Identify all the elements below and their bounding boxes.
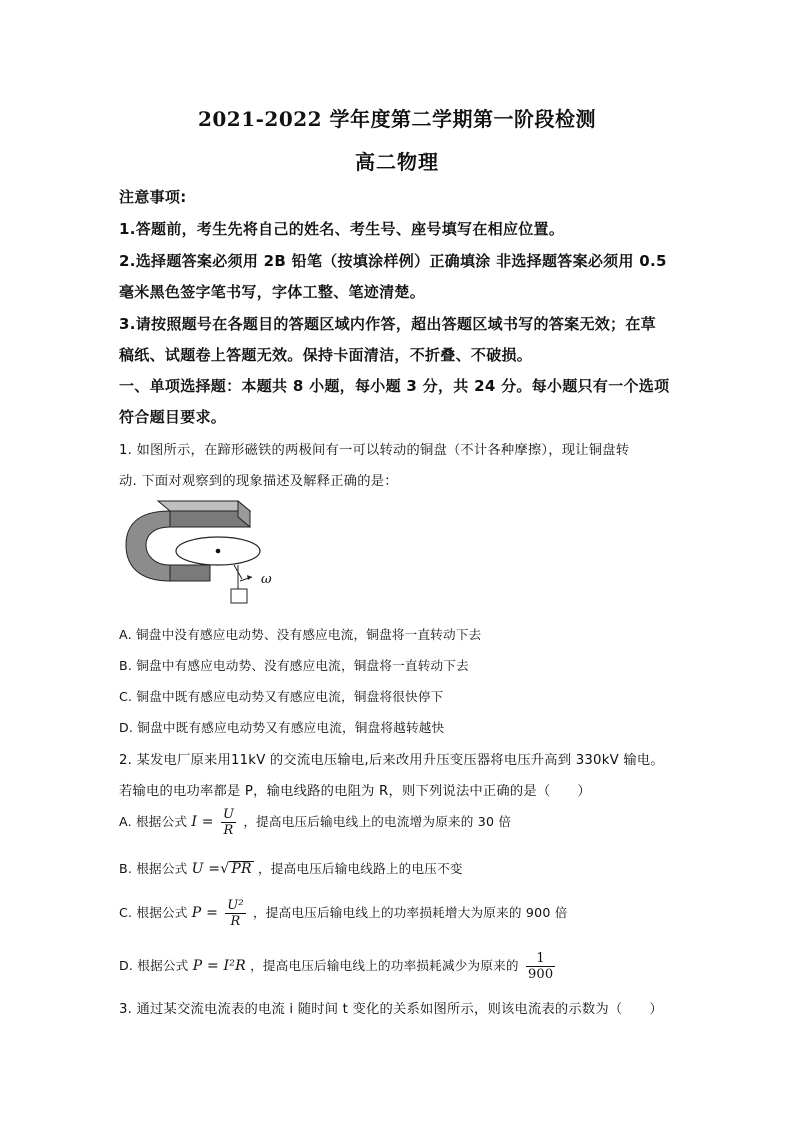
exam-title: 2021-2022 学年度第二学期第一阶段检测 — [197, 107, 597, 131]
notes-heading: 注意事项: — [119, 188, 187, 206]
q2-option-c-prefix: C. 根据公式 — [119, 905, 188, 920]
q1-option-a: A. 铜盘中没有感应电动势、没有感应电流，铜盘将一直转动下去 — [119, 627, 482, 642]
q2-stem-line-1: 2. 某发电厂原来用11kV 的交流电压输电,后来改用升压变压器将电压升高到 330kV 输电。 — [119, 753, 664, 768]
q2-option-d — [119, 951, 558, 982]
q2-option-d-formula: P = I²R — [192, 958, 246, 974]
q1-option-b: B. 铜盘中有感应电动势、没有感应电流，铜盘将一直转动下去 — [119, 658, 469, 673]
q2-option-a-fraction — [221, 807, 236, 838]
q2-option-b: B. 根据公式 U =√ PR ，提高电压后输电线路上的电压不变 — [119, 861, 463, 877]
q2-option-c — [119, 898, 568, 929]
q2-option-a-denominator: R — [223, 823, 234, 838]
q1-option-c: C. 铜盘中既有感应电动势又有感应电流，铜盘将很快停下 — [119, 689, 444, 704]
q2-option-d-denominator: 900 — [527, 967, 554, 982]
notes-item-3-line-1: 3.请按照题号在各题目的答题区域内作答，超出答题区域书写的答案无效；在草 — [119, 315, 656, 333]
q2-stem-line-2: 若输电的电功率都是 P，输电线路的电阻为 R，则下列说法中正确的是（ ） — [119, 784, 591, 799]
q2-option-b-formula-lhs: U = — [191, 861, 221, 877]
q2-option-d-prefix: D. 根据公式 — [119, 958, 189, 973]
disc-axle-dot — [216, 549, 221, 554]
notes-item-3-line-2: 稿纸、试题卷上答题无效。保持卡面清洁，不折叠、不破损。 — [119, 346, 533, 364]
omega-label: ω — [261, 572, 272, 587]
q2-option-b-root: PR — [231, 861, 252, 877]
q2-option-d-fraction — [526, 951, 555, 982]
q2-option-a-suffix: ，提高电压后输电线上的电流增为原来的 30 倍 — [243, 814, 512, 829]
section-1-heading-line-2: 符合题目要求。 — [119, 408, 227, 426]
q1-option-d: D. 铜盘中既有感应电动势又有感应电流，铜盘将越转越快 — [119, 720, 445, 735]
q2-option-a-prefix: A. 根据公式 — [119, 814, 188, 829]
q2-option-c-fraction — [225, 898, 246, 929]
q2-option-a-numerator: U — [222, 807, 235, 822]
q2-option-b-prefix: B. 根据公式 — [119, 861, 188, 876]
q2-option-c-numerator: U² — [227, 898, 244, 913]
q2-option-d-numerator: 1 — [526, 951, 555, 967]
q2-option-b-suffix: ，提高电压后输电线路上的电压不变 — [257, 861, 463, 876]
q3-stem-line-1: 3. 通过某交流电流表的电流 i 随时间 t 变化的关系如图所示，则该电流表的示数为（ ） — [119, 1002, 663, 1017]
q2-option-d-suffix: ，提高电压后输电线上的功率损耗减少为原来的 — [250, 958, 519, 973]
q2-option-a — [119, 807, 511, 838]
q2-option-c-suffix: ，提高电压后输电线上的功率损耗增大为原来的 900 倍 — [253, 905, 568, 920]
notes-item-1: 1.答题前，考生先将自己的姓名、考生号、座号填写在相应位置。 — [119, 220, 565, 238]
q1-stem-line-1: 1. 如图所示，在蹄形磁铁的两极间有一可以转动的铜盘（不计各种摩擦），现让铜盘转 — [119, 443, 630, 458]
section-1-heading-line-1: 一、单项选择题：本题共 8 小题，每小题 3 分，共 24 分。每小题只有一个选项 — [119, 377, 670, 395]
q2-option-c-formula-lhs: P = — [191, 905, 218, 921]
magnet-disc-figure — [120, 493, 295, 608]
q1-stem-line-2: 动. 下面对观察到的现象描述及解释正确的是： — [119, 474, 398, 489]
exam-subject: 高二物理 — [355, 150, 439, 174]
notes-item-2-line-1: 2.选择题答案必须用 2B 铅笔（按填涂样例）正确填涂 非选择题答案必须用 0.5 — [119, 252, 667, 270]
notes-item-2-line-2: 毫米黑色签字笔书写，字体工整、笔迹清楚。 — [119, 283, 426, 301]
q2-option-c-denominator: R — [230, 914, 241, 929]
q2-option-a-formula-lhs: I = — [191, 814, 214, 830]
